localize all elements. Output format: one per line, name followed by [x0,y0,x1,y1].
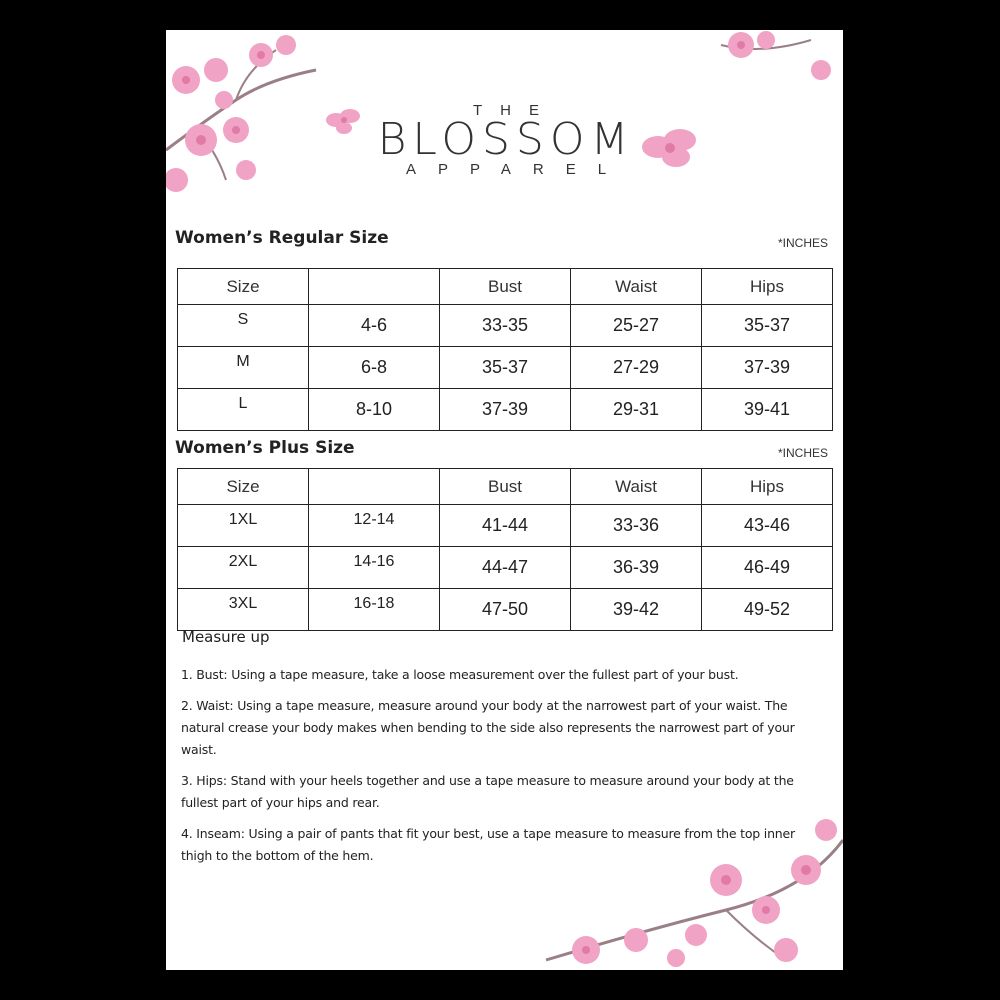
bust-cell: 44-47 [440,547,571,589]
waist-cell: 27-29 [571,347,702,389]
table-row [178,347,833,389]
measure-waist-instruction: 2. Waist: Using a tape measure, measure around your body at the narrowest part of your waist. The natural crease your body makes when bending to the side also represents the narrowest part of your waist. [181,698,795,757]
hips-cell: 39-41 [702,389,833,431]
bust-cell: 47-50 [440,589,571,631]
brand-logo [366,102,646,178]
blossom-flower-right-of-logo [638,122,706,172]
hips-cell: 37-39 [702,347,833,389]
bust-cell: 35-37 [440,347,571,389]
bust-cell: 33-35 [440,305,571,347]
header-cell: Size [178,469,309,505]
cherry-blossom-top-right [701,30,843,100]
table-row [178,505,833,547]
us-size-cell: 6-8 [309,347,440,389]
us-size-cell: 16-18 [309,589,440,631]
size-cell: 2XL [178,547,309,589]
plus-size-table [177,468,833,631]
brand-logo-name: BLOSSOM [377,114,635,165]
size-cell: 3XL [178,589,309,631]
waist-cell: 36-39 [571,547,702,589]
table-header-row [178,469,833,505]
hips-cell: 35-37 [702,305,833,347]
table-row [178,589,833,631]
cherry-blossom-top-left [166,30,326,210]
blossom-flower-left-of-logo [324,102,364,138]
size-cell: L [178,389,309,431]
header-cell [309,469,440,505]
brand-logo-sub: APPAREL [405,161,629,178]
bust-cell: 37-39 [440,389,571,431]
table-row [178,547,833,589]
regular-size-table [177,268,833,431]
size-cell: S [178,305,309,347]
regular-size-title: Women’s Regular Size [175,228,389,248]
brand-logo-the: THE [473,102,557,119]
waist-cell: 33-36 [571,505,702,547]
table-row [178,305,833,347]
header-cell: Hips [702,469,833,505]
us-size-cell: 8-10 [309,389,440,431]
measure-up-title: Measure up [182,628,270,646]
hips-cell: 46-49 [702,547,833,589]
waist-cell: 29-31 [571,389,702,431]
measure-inseam-instruction: 4. Inseam: Using a pair of pants that fit your best, use a tape measure to measure from the top inner thigh to the bottom of the hem. [181,826,795,863]
us-size-cell: 14-16 [309,547,440,589]
hips-cell: 43-46 [702,505,833,547]
header-cell: Bust [440,469,571,505]
size-chart-document [166,30,843,970]
header-cell: Waist [571,469,702,505]
waist-cell: 39-42 [571,589,702,631]
header-cell: Bust [440,269,571,305]
header-cell [309,269,440,305]
measure-up-section [181,628,821,876]
regular-units-note: *INCHES [777,236,828,250]
measure-hips-instruction: 3. Hips: Stand with your heels together and use a tape measure to measure around your body at the fullest part of your hips and rear. [181,773,794,810]
plus-size-title: Women’s Plus Size [175,438,355,458]
plus-units-note: *INCHES [777,446,828,460]
hips-cell: 49-52 [702,589,833,631]
header-cell: Size [178,269,309,305]
us-size-cell: 4-6 [309,305,440,347]
waist-cell: 25-27 [571,305,702,347]
header-cell: Waist [571,269,702,305]
size-cell: 1XL [178,505,309,547]
header-cell: Hips [702,269,833,305]
size-cell: M [178,347,309,389]
us-size-cell: 12-14 [309,505,440,547]
bust-cell: 41-44 [440,505,571,547]
table-row [178,389,833,431]
table-header-row [178,269,833,305]
measure-bust-instruction: 1. Bust: Using a tape measure, take a loose measurement over the fullest part of your bust. [181,667,739,682]
